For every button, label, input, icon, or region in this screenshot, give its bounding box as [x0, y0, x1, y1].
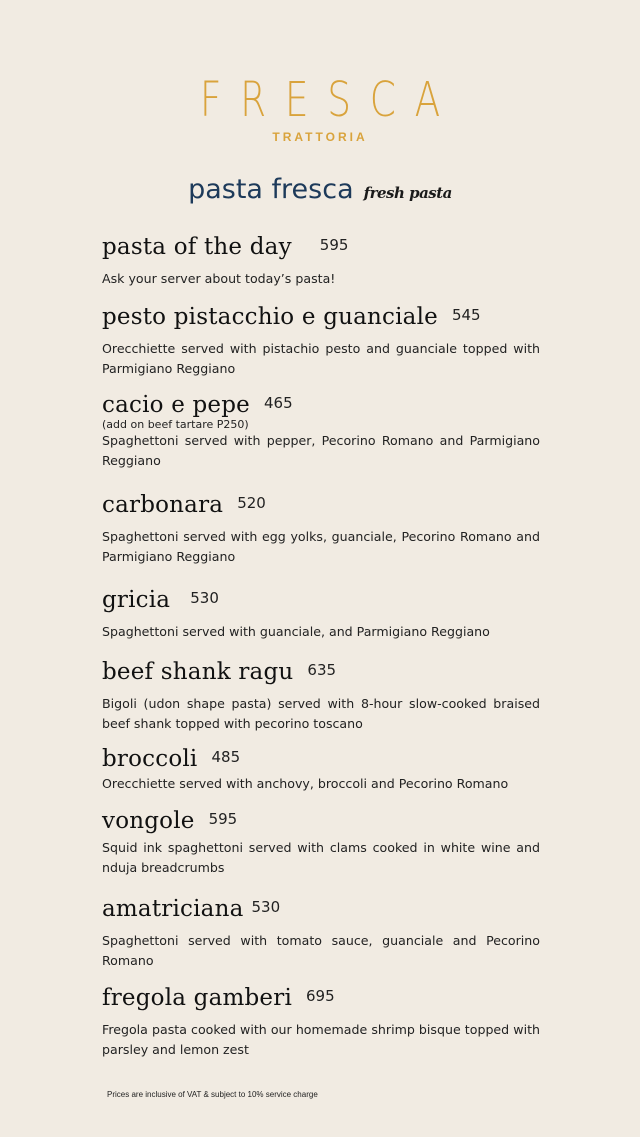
brand-logo — [0, 72, 640, 144]
item-description: Spaghettoni served with guanciale, and Parmigiano Reggiano — [102, 624, 490, 639]
menu-item — [102, 392, 540, 471]
section-title — [0, 174, 640, 205]
item-description: Bigoli (udon shape pasta) served with 8-hour slow-cooked braised beef shank topped with pecorino toscano — [102, 696, 540, 731]
item-name: pasta of the day — [102, 234, 292, 260]
item-price: 595 — [208, 810, 238, 828]
item-name: cacio e pepe — [102, 392, 250, 418]
footer-note: Prices are inclusive of VAT & subject to 10% service charge — [107, 1090, 318, 1099]
item-description: Orecchiette served with anchovy, broccoli and Pecorino Romano — [102, 776, 509, 791]
section-title-main: pasta fresca — [188, 174, 354, 205]
item-price: 545 — [451, 306, 481, 324]
item-name: amatriciana — [102, 896, 244, 922]
menu-item — [102, 304, 540, 379]
item-note: (add on beef tartare P250) — [102, 418, 249, 431]
item-name: vongole — [102, 808, 195, 834]
menu-item — [102, 492, 540, 567]
menu-item — [102, 587, 540, 642]
item-name: broccoli — [102, 746, 198, 772]
item-description: Fregola pasta cooked with our homemade shrimp bisque topped with parsley and lemon zest — [102, 1022, 540, 1057]
item-price: 530 — [251, 898, 281, 916]
menu-item — [102, 234, 540, 289]
item-description: Spaghettoni served with tomato sauce, guanciale and Pecorino Romano — [102, 933, 540, 968]
item-name: fregola gamberi — [102, 985, 292, 1011]
menu-item — [102, 746, 540, 794]
brand-subtitle: TRATTORIA — [272, 130, 368, 144]
menu-item — [102, 985, 540, 1060]
item-price: 695 — [306, 987, 335, 1005]
item-name: carbonara — [102, 492, 224, 518]
item-price: 595 — [319, 236, 349, 254]
item-name: pesto pistacchio e guanciale — [102, 304, 438, 330]
menu-item — [102, 659, 540, 734]
item-price: 485 — [211, 748, 241, 766]
menu-item — [102, 808, 540, 878]
item-price: 530 — [190, 589, 219, 607]
item-price: 520 — [237, 494, 266, 512]
item-description: Ask your server about today’s pasta! — [102, 271, 336, 286]
item-price: 465 — [263, 394, 293, 412]
item-description: Orecchiette served with pistachio pesto and guanciale topped with Parmigiano Reggiano — [102, 341, 540, 376]
item-price: 635 — [307, 661, 337, 679]
item-name: beef shank ragu — [102, 659, 294, 685]
item-name: gricia — [102, 587, 171, 613]
item-description: Spaghettoni served with pepper, Pecorino Romano and Parmigiano Reggiano — [102, 433, 540, 468]
item-description: Spaghettoni served with egg yolks, guanciale, Pecorino Romano and Parmigiano Reggiano — [102, 529, 540, 564]
brand-name: FRESCA — [199, 72, 459, 128]
section-title-script: fresh pasta — [363, 184, 452, 202]
item-description: Squid ink spaghettoni served with clams cooked in white wine and nduja breadcrumbs — [102, 840, 540, 875]
menu-item — [102, 896, 540, 971]
